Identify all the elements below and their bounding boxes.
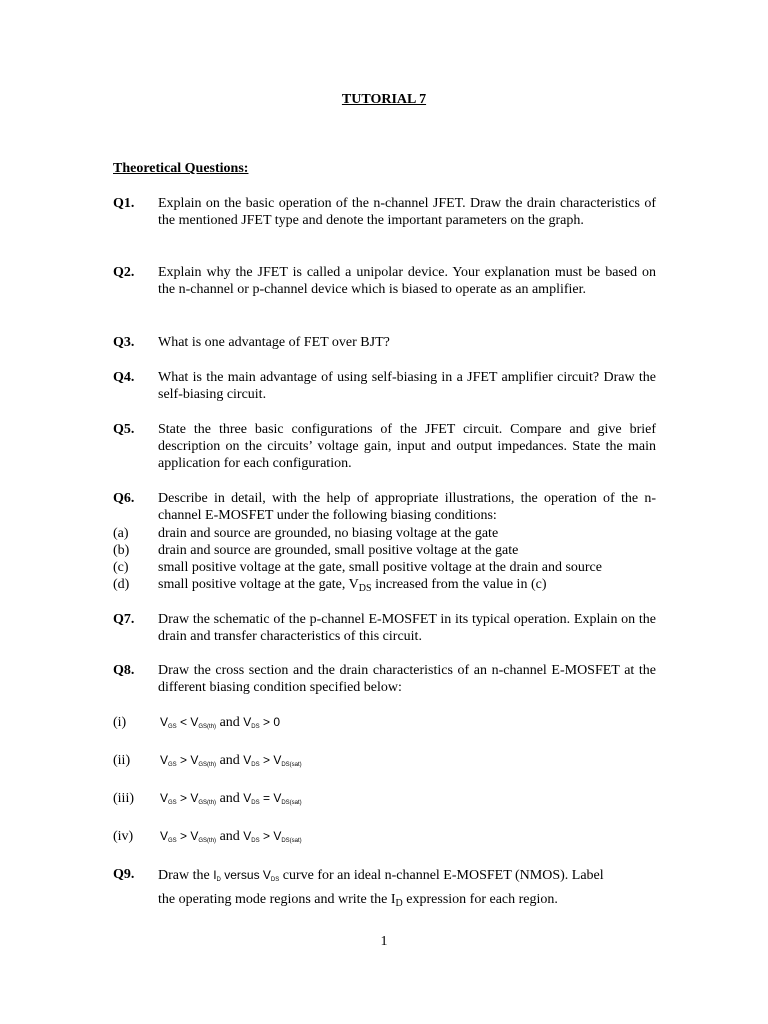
item-label: (i) bbox=[113, 715, 127, 730]
question-text: State the three basic configurations of the JFET circuit. Compare and give brief description on the circuits’ voltage gain, input and output impedances. State the main application for each configuration. bbox=[158, 422, 656, 471]
item-text: drain and source are grounded, no biasing voltage at the gate bbox=[158, 526, 499, 541]
item-text: small positive voltage at the gate, small positive voltage at the drain and source bbox=[158, 560, 602, 575]
question-text: What is the main advantage of using self-biasing in a JFET amplifier circuit? Draw the self-biasing circuit. bbox=[158, 370, 656, 402]
item-text bbox=[158, 576, 656, 597]
question-number: Q8. bbox=[113, 663, 135, 678]
question-number: Q1. bbox=[113, 196, 135, 211]
question-text: Explain why the JFET is called a unipolar device. Your explanation must be based on the n-channel or p-channel device which is biased to operate as an amplifier. bbox=[158, 265, 656, 297]
page-number: 1 bbox=[380, 934, 388, 949]
question-number: Q7. bbox=[113, 612, 135, 627]
condition-expression: VGS > VGS(th) and VDS = VDS(sat) bbox=[160, 791, 302, 806]
question-number: Q9. bbox=[113, 867, 135, 882]
section-heading: Theoretical Questions: bbox=[113, 161, 249, 176]
question-number: Q3. bbox=[113, 335, 135, 350]
question-number: Q4. bbox=[113, 370, 135, 385]
item-text-start: small positive voltage at the gate, bbox=[158, 577, 349, 592]
condition-expression: VGS > VGS(th) and VDS > VDS(sat) bbox=[160, 829, 302, 844]
condition-expression: VGS > VGS(th) and VDS > VDS(sat) bbox=[160, 753, 302, 768]
question-number: Q5. bbox=[113, 422, 135, 437]
item-label: (d) bbox=[113, 577, 130, 592]
item-label: (b) bbox=[113, 543, 130, 558]
question-text: What is one advantage of FET over BJT? bbox=[158, 335, 390, 350]
item-label: (ii) bbox=[113, 753, 131, 768]
item-label: (iii) bbox=[113, 791, 134, 806]
item-label: (iv) bbox=[113, 829, 134, 844]
question-text: Draw the cross section and the drain characteristics of an n-channel E-MOSFET at the different biasing condition specified below: bbox=[158, 663, 656, 695]
symbol-v: V bbox=[348, 577, 359, 592]
question-text: Draw the ID versus VDS curve for an ideal n-channel E-MOSFET (NMOS). Label the operating mode regions and write the $I_D$ expression for each region. bbox=[158, 868, 604, 909]
item-text-end: increased from the value in (c) bbox=[371, 577, 547, 592]
item-label: (c) bbox=[113, 560, 129, 575]
subscript: DS bbox=[358, 583, 372, 594]
item-label: (a) bbox=[113, 526, 129, 541]
condition-expression: VGS < VGS(th) and VDS > 0 bbox=[160, 715, 281, 730]
question-text: Explain on the basic operation of the n-channel JFET. Draw the drain characteristics of the mentioned JFET type and denote the important parameters on the graph. bbox=[158, 196, 656, 228]
item-text: drain and source are grounded, small positive voltage at the gate bbox=[158, 543, 519, 558]
question-number: Q2. bbox=[113, 265, 135, 280]
question-text: Draw the schematic of the p-channel E-MOSFET in its typical operation. Explain on the drain and transfer characteristics of this circuit. bbox=[158, 612, 656, 644]
page-title: TUTORIAL 7 bbox=[341, 92, 427, 107]
question-text: Describe in detail, with the help of appropriate illustrations, the operation of the n-channel E-MOSFET under the following biasing conditions: bbox=[158, 491, 656, 523]
question-number: Q6. bbox=[113, 491, 135, 506]
